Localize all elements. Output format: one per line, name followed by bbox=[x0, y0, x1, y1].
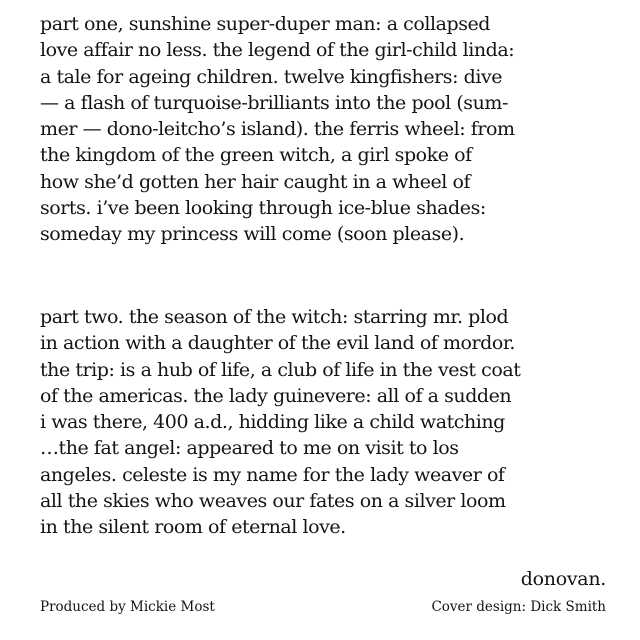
text-line: sorts. i’ve been looking through ice-blue shades: bbox=[40, 197, 486, 220]
text-line: — a flash of turquoise-brilliants into the pool (sum- bbox=[40, 91, 508, 114]
paragraph-part-one bbox=[40, 11, 620, 248]
text-line: someday my princess will come (soon please). bbox=[40, 223, 465, 246]
text-line: part one, sunshine super-duper man: a collapsed bbox=[40, 13, 491, 35]
producer-credit: Produced by Mickie Most bbox=[40, 599, 215, 615]
text-line: in action with a daughter of the evil land of mordor. bbox=[40, 332, 516, 355]
credits-row bbox=[40, 598, 606, 616]
text-line: i was there, 400 a.d., hidding like a child watching bbox=[40, 411, 505, 434]
text-line: love affair no less. the legend of the girl-child linda: bbox=[40, 39, 515, 62]
text-line: part two. the season of the witch: starring mr. plod bbox=[40, 306, 509, 328]
text-line: how she’d gotten her hair caught in a wheel of bbox=[40, 170, 471, 193]
text-line: of the americas. the lady guinevere: all of a sudden bbox=[40, 384, 512, 407]
text-line: …the fat angel: appeared to me on visit to los bbox=[40, 437, 459, 460]
text-line: the trip: is a hub of life, a club of life in the vest coat bbox=[40, 358, 521, 381]
text-line: all the skies who weaves our fates on a silver loom bbox=[40, 490, 506, 513]
text-line: angeles. celeste is my name for the lady weaver of bbox=[40, 463, 505, 486]
signature: donovan. bbox=[520, 568, 606, 590]
text-line: the kingdom of the green witch, a girl spoke of bbox=[40, 144, 472, 167]
text-line: mer — dono-leitcho’s island). the ferris wheel: from bbox=[40, 118, 515, 141]
paragraph-part-two bbox=[40, 304, 620, 541]
text-line: a tale for ageing children. twelve kingfishers: dive bbox=[40, 65, 503, 88]
text-line: in the silent room of eternal love. bbox=[40, 516, 346, 539]
cover-design-credit: Cover design: Dick Smith bbox=[431, 599, 606, 615]
